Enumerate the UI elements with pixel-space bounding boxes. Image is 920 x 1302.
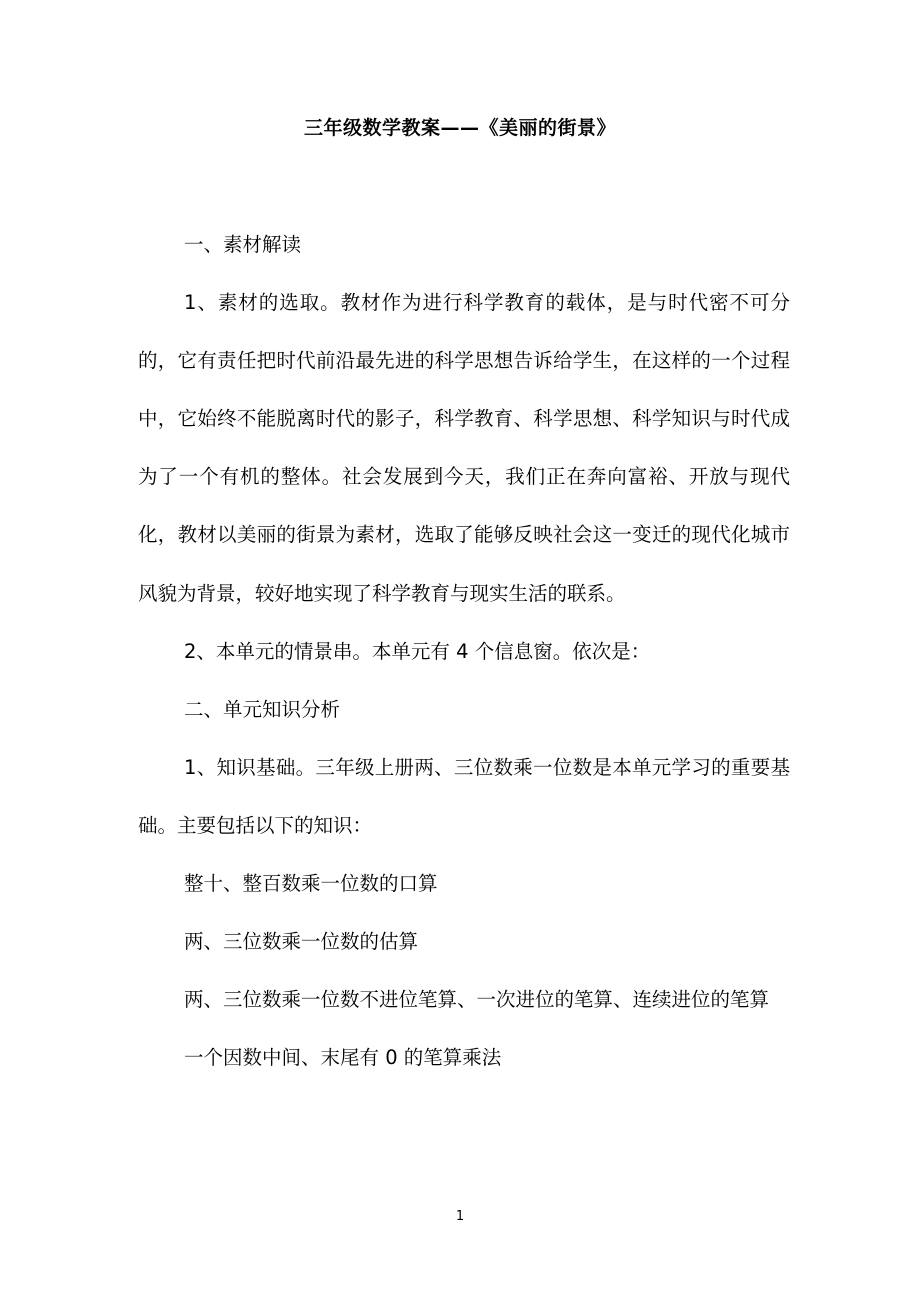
paragraph-section-heading-2: 二、单元知识分析 — [184, 697, 341, 721]
paragraph: 2、本单元的情景串。本单元有 4 个信息窗。依次是： — [184, 639, 651, 663]
list-item: 两、三位数乘一位数的估算 — [184, 930, 419, 954]
document-title: 三年级数学教案——《美丽的街景》 — [303, 117, 616, 139]
list-item: 一个因数中间、末尾有 0 的笔算乘法 — [184, 1046, 502, 1070]
list-item: 两、三位数乘一位数不进位笔算、一次进位的笔算、连续进位的笔算 — [184, 988, 770, 1012]
paragraph: 1、素材的选取。教材作为进行科学教育的载体，是与时代密不可分的，它有责任把时代前沿最先进的科学思想告诉给学生，在这样的一个过程中，它始终不能脱离时代的影子，科学教育、科学思想、科学知识与时代成为了一个有机的整体。社会发展到今天，我们正在奔向富裕、开放与现代化，教材以美丽的街景为素材，选取了能够反映社会这一变迁的现代化城市风貌为背景，较好地实现了科学教育与现实生活的联系。 — [138, 291, 790, 605]
list-item: 整十、整百数乘一位数的口算 — [184, 872, 438, 896]
page-number: 1 — [455, 1209, 465, 1224]
paragraph-section-heading-1: 一、素材解读 — [184, 233, 302, 256]
paragraph: 1、知识基础。三年级上册两、三位数乘一位数是本单元学习的重要基础。主要包括以下的知识： — [138, 755, 790, 837]
document-body — [138, 216, 790, 1087]
